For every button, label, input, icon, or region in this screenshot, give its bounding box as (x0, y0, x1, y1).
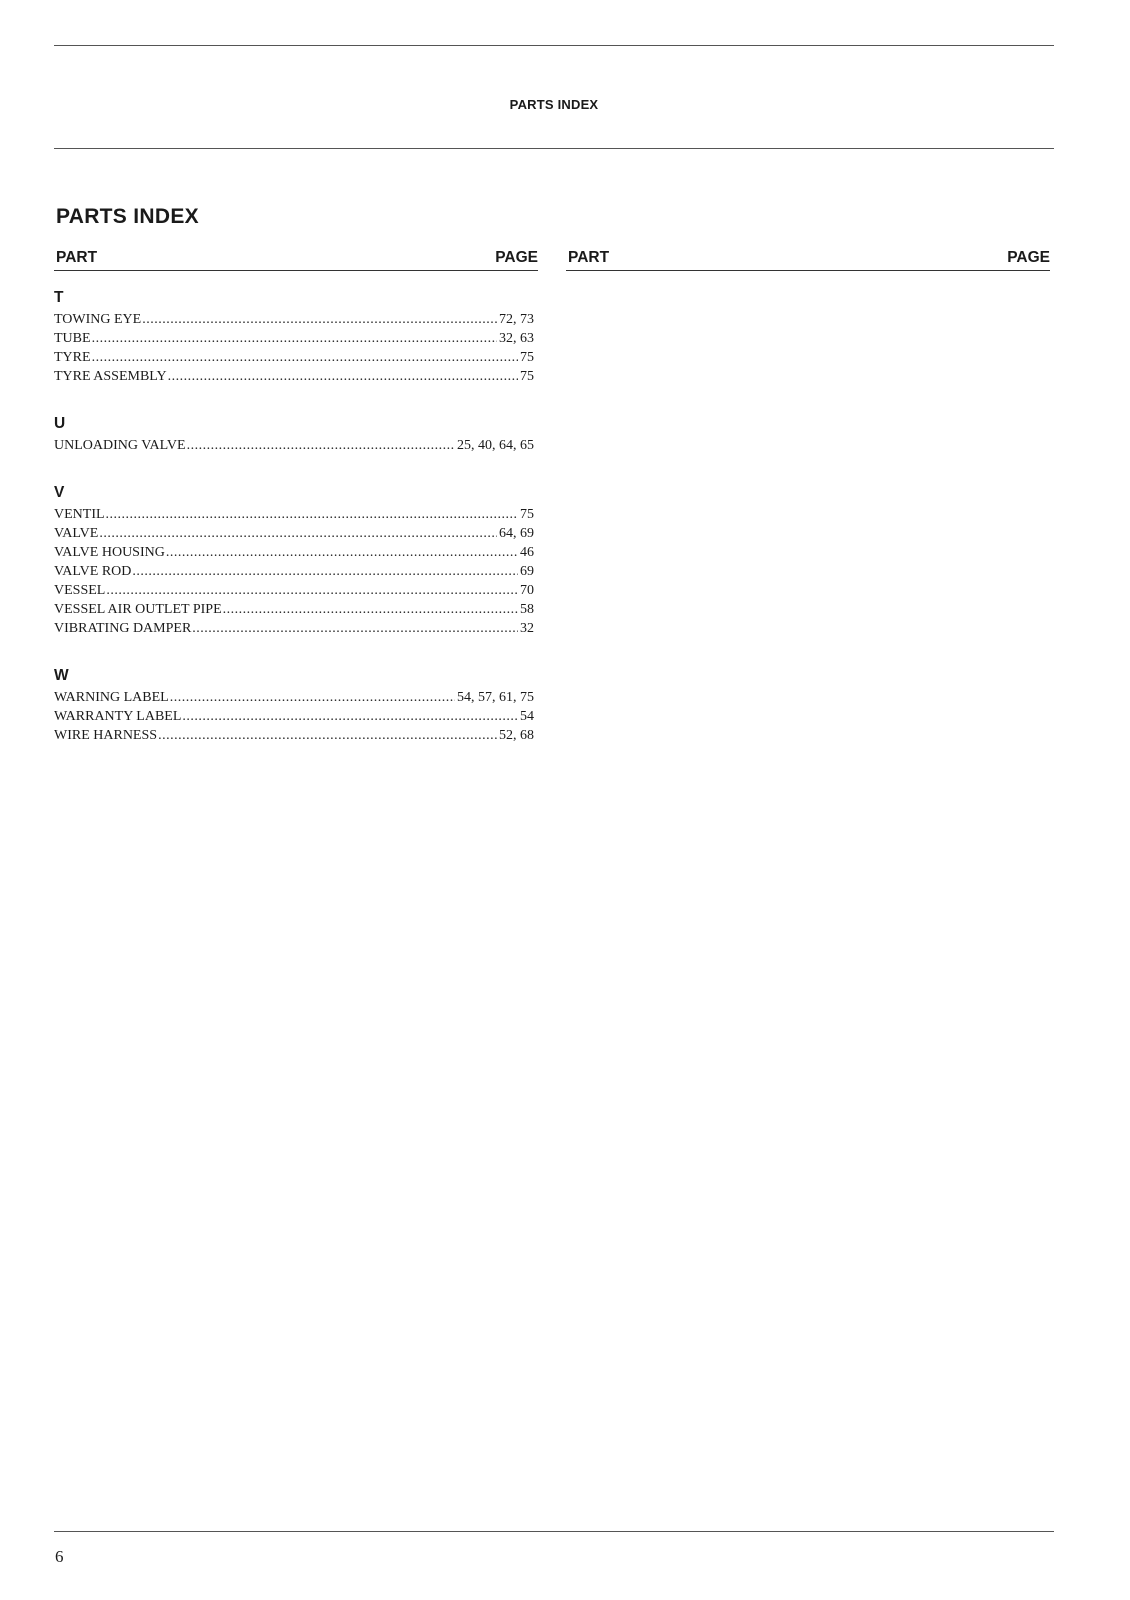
index-entries (54, 288, 538, 773)
dot-leader (99, 524, 497, 543)
page-column-label: PAGE (1007, 249, 1050, 266)
index-entry (54, 436, 538, 455)
dot-leader (187, 436, 455, 455)
dot-leader (223, 600, 518, 619)
entry-name: TOWING EYE (54, 312, 142, 327)
dot-leader (166, 543, 518, 562)
entry-pages: 32, 63 (499, 331, 534, 346)
entry-name: TYRE ASSEMBLY (54, 369, 167, 384)
dot-leader (106, 581, 518, 600)
index-section-w (54, 666, 538, 745)
part-column-label: PART (568, 249, 610, 266)
dot-leader (92, 329, 497, 348)
entry-pages: 69 (520, 564, 534, 579)
section-letter: W (54, 667, 69, 684)
running-header: PARTS INDEX (509, 97, 599, 112)
index-entry (54, 562, 538, 581)
dot-leader (168, 367, 518, 386)
section-letter: T (54, 289, 64, 306)
entry-name: WARNING LABEL (54, 690, 169, 705)
entry-pages: 54 (520, 709, 534, 724)
entry-pages: 32 (520, 621, 534, 636)
index-section-u (54, 414, 538, 455)
entry-pages: 54, 57, 61, 75 (457, 690, 534, 705)
entry-pages: 75 (520, 369, 534, 384)
dot-leader (132, 562, 518, 581)
entry-pages: 75 (520, 507, 534, 522)
dot-leader (182, 707, 518, 726)
index-entry (54, 310, 538, 329)
dot-leader (92, 348, 518, 367)
index-entry (54, 505, 538, 524)
index-entry (54, 367, 538, 386)
entry-name: VESSEL AIR OUTLET PIPE (54, 602, 222, 617)
entry-name: WIRE HARNESS (54, 728, 158, 743)
entry-pages: 25, 40, 64, 65 (457, 438, 534, 453)
index-entry (54, 581, 538, 600)
entry-pages: 70 (520, 583, 534, 598)
dot-leader (170, 688, 455, 707)
column-header-right (566, 249, 1050, 271)
page-title: PARTS INDEX (56, 205, 199, 228)
entry-name: WARRANTY LABEL (54, 709, 182, 724)
entry-name: VIBRATING DAMPER (54, 621, 192, 636)
header-bottom-rule (54, 148, 1054, 149)
entry-name: VESSEL (54, 583, 106, 598)
entry-name: VALVE (54, 526, 99, 541)
page-number: 6 (55, 1547, 64, 1566)
entry-name: VALVE HOUSING (54, 545, 165, 560)
index-entry (54, 543, 538, 562)
index-entry (54, 707, 538, 726)
index-entry (54, 688, 538, 707)
header-top-rule (54, 45, 1054, 46)
page-column-label: PAGE (495, 249, 538, 266)
index-entry (54, 348, 538, 367)
section-letter: V (54, 484, 65, 501)
entry-name: TYRE (54, 350, 91, 365)
section-letter: U (54, 415, 66, 432)
entry-pages: 52, 68 (499, 728, 534, 743)
dot-leader (158, 726, 497, 745)
dot-leader (142, 310, 497, 329)
index-section-v (54, 483, 538, 638)
dot-leader (192, 619, 518, 638)
dot-leader (106, 505, 518, 524)
column-header-left (54, 249, 538, 271)
index-entry (54, 600, 538, 619)
entry-pages: 58 (520, 602, 534, 617)
entry-name: UNLOADING VALVE (54, 438, 186, 453)
index-entry (54, 524, 538, 543)
index-entry (54, 329, 538, 348)
index-section-t (54, 288, 538, 386)
entry-pages: 72, 73 (499, 312, 534, 327)
entry-pages: 75 (520, 350, 534, 365)
entry-name: TUBE (54, 331, 91, 346)
index-entry (54, 726, 538, 745)
index-entry (54, 619, 538, 638)
footer-rule (54, 1531, 1054, 1532)
entry-pages: 64, 69 (499, 526, 534, 541)
entry-pages: 46 (520, 545, 534, 560)
entry-name: VENTIL (54, 507, 105, 522)
part-column-label: PART (56, 249, 98, 266)
entry-name: VALVE ROD (54, 564, 132, 579)
